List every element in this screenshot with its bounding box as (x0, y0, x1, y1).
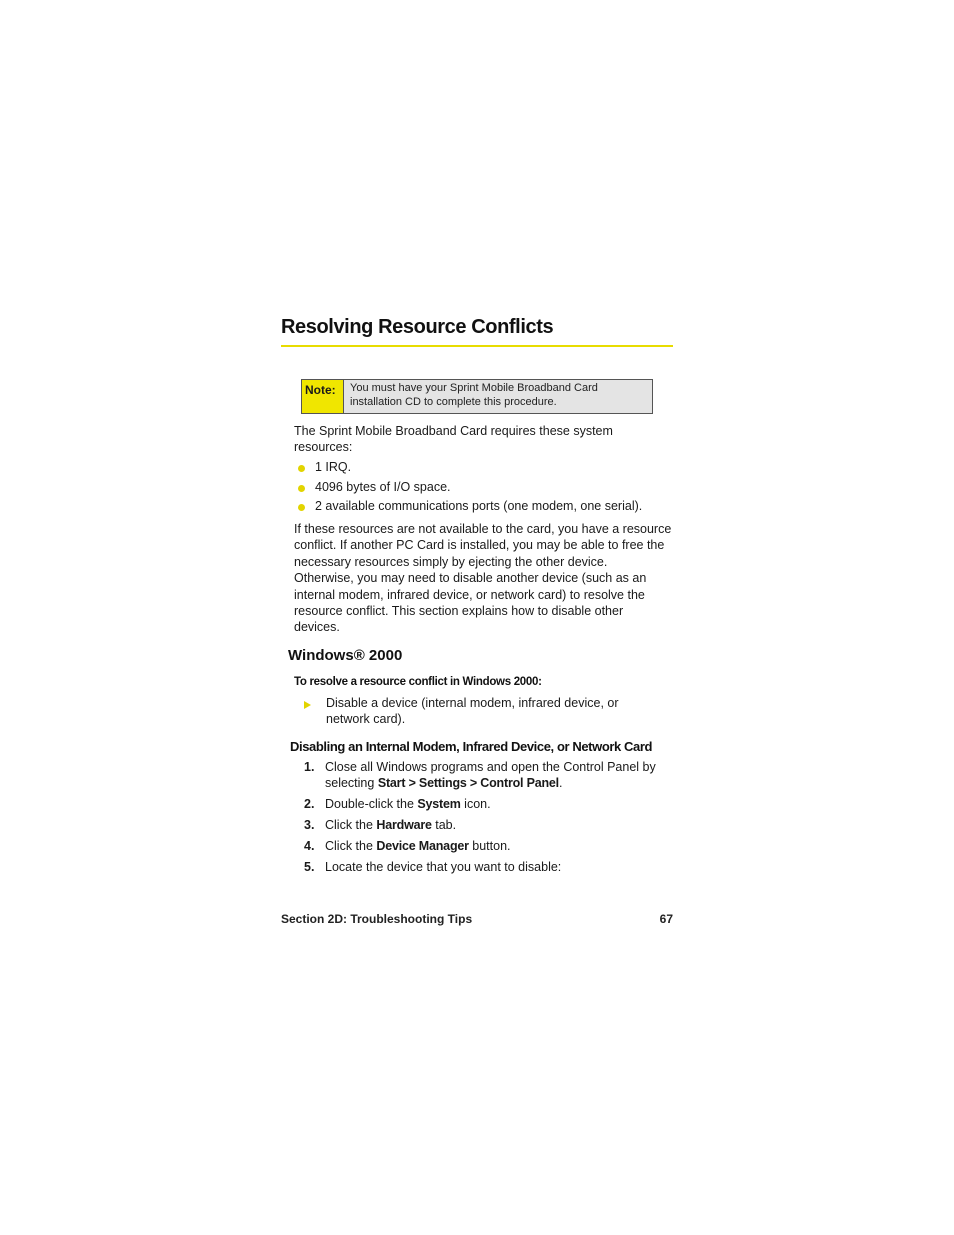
conflict-line: If these resources are not available to the card, you have a resource (294, 522, 672, 536)
step-item (304, 796, 674, 812)
step-text (325, 838, 511, 854)
title-rule (281, 345, 673, 347)
bullet-item (298, 459, 351, 475)
conflict-line: Otherwise, you may need to disable another device (such as an (294, 571, 647, 586)
step-text-post: . (558, 776, 563, 791)
intro-paragraph (294, 423, 674, 456)
conflict-line: resource conflict. This section explains how to disable other (294, 604, 624, 619)
bullet-dot-icon (298, 504, 305, 511)
bullet-item (298, 479, 451, 495)
conflict-line: necessary resources simply by ejecting the other device. (294, 554, 608, 569)
arrow-line-2: network card). (326, 712, 406, 727)
note-line-1: You must have your Sprint Mobile Broadband Card (350, 382, 598, 394)
arrow-item (304, 695, 664, 728)
step-text (325, 796, 491, 812)
page-number: 67 (659, 912, 673, 926)
step-item (304, 838, 674, 854)
step-item (304, 759, 674, 792)
bullet-text: 1 IRQ. (315, 460, 352, 474)
step-line-1: Close all Windows programs and open the Control Panel by (325, 760, 656, 774)
note-text (344, 380, 652, 413)
note-label: Note: (302, 380, 344, 413)
step-text-bold: Hardware (376, 818, 432, 832)
bullet-dot-icon (298, 485, 305, 492)
arrow-line-1: Disable a device (internal modem, infrared device, or (326, 696, 619, 710)
step-text (325, 859, 561, 875)
step-text-pre: Double-click the (325, 797, 418, 811)
step-text (325, 759, 656, 792)
page-title: Resolving Resource Conflicts (281, 316, 554, 338)
step-text-pre: selecting (325, 776, 378, 791)
step-number: 5. (304, 860, 315, 874)
step-number: 2. (304, 797, 315, 811)
step-text-bold: Start > Settings > Control Panel (377, 776, 559, 791)
bullet-dot-icon (298, 465, 305, 472)
step-text-pre: Locate the device that you want to disable: (325, 860, 562, 874)
note-box (301, 379, 653, 414)
conflict-line: internal modem, infrared device, or network card) to resolve the (294, 587, 645, 602)
conflict-line: devices. (294, 620, 340, 635)
arrow-right-icon (304, 701, 311, 709)
footer-section: Section 2D: Troubleshooting Tips (281, 912, 473, 926)
windows-heading: Windows® 2000 (288, 647, 403, 664)
step-number: 3. (304, 818, 315, 832)
bullet-item (298, 498, 642, 514)
step-text-pre: Click the (325, 818, 377, 832)
step-text-post: icon. (460, 797, 491, 811)
disable-heading: Disabling an Internal Modem, Infrared Device, or Network Card (290, 739, 653, 754)
conflict-line: conflict. If another PC Card is installed, you may be able to free the (294, 538, 665, 553)
bullet-text: 4096 bytes of I/O space. (315, 480, 451, 494)
step-item (304, 817, 674, 833)
step-text-post: tab. (431, 818, 457, 832)
intro-line-2: resources: (294, 440, 353, 455)
step-text-pre: Click the (325, 839, 377, 853)
step-text-post: button. (468, 839, 511, 853)
step-number: 4. (304, 839, 315, 853)
intro-line-1: The Sprint Mobile Broadband Card requires these system (294, 424, 613, 438)
step-number: 1. (304, 760, 315, 774)
bullet-text: 2 available communications ports (one modem, one serial). (315, 499, 643, 513)
procedure-heading: To resolve a resource conflict in Windows 2000: (294, 676, 542, 688)
step-text-bold: Device Manager (376, 839, 469, 853)
note-line-2: installation CD to complete this procedure. (350, 396, 557, 408)
step-line-2 (325, 775, 656, 791)
step-text (325, 817, 456, 833)
arrow-item-text (326, 695, 619, 728)
step-item (304, 859, 674, 875)
step-text-bold: System (417, 797, 461, 811)
conflict-paragraph (294, 521, 674, 636)
